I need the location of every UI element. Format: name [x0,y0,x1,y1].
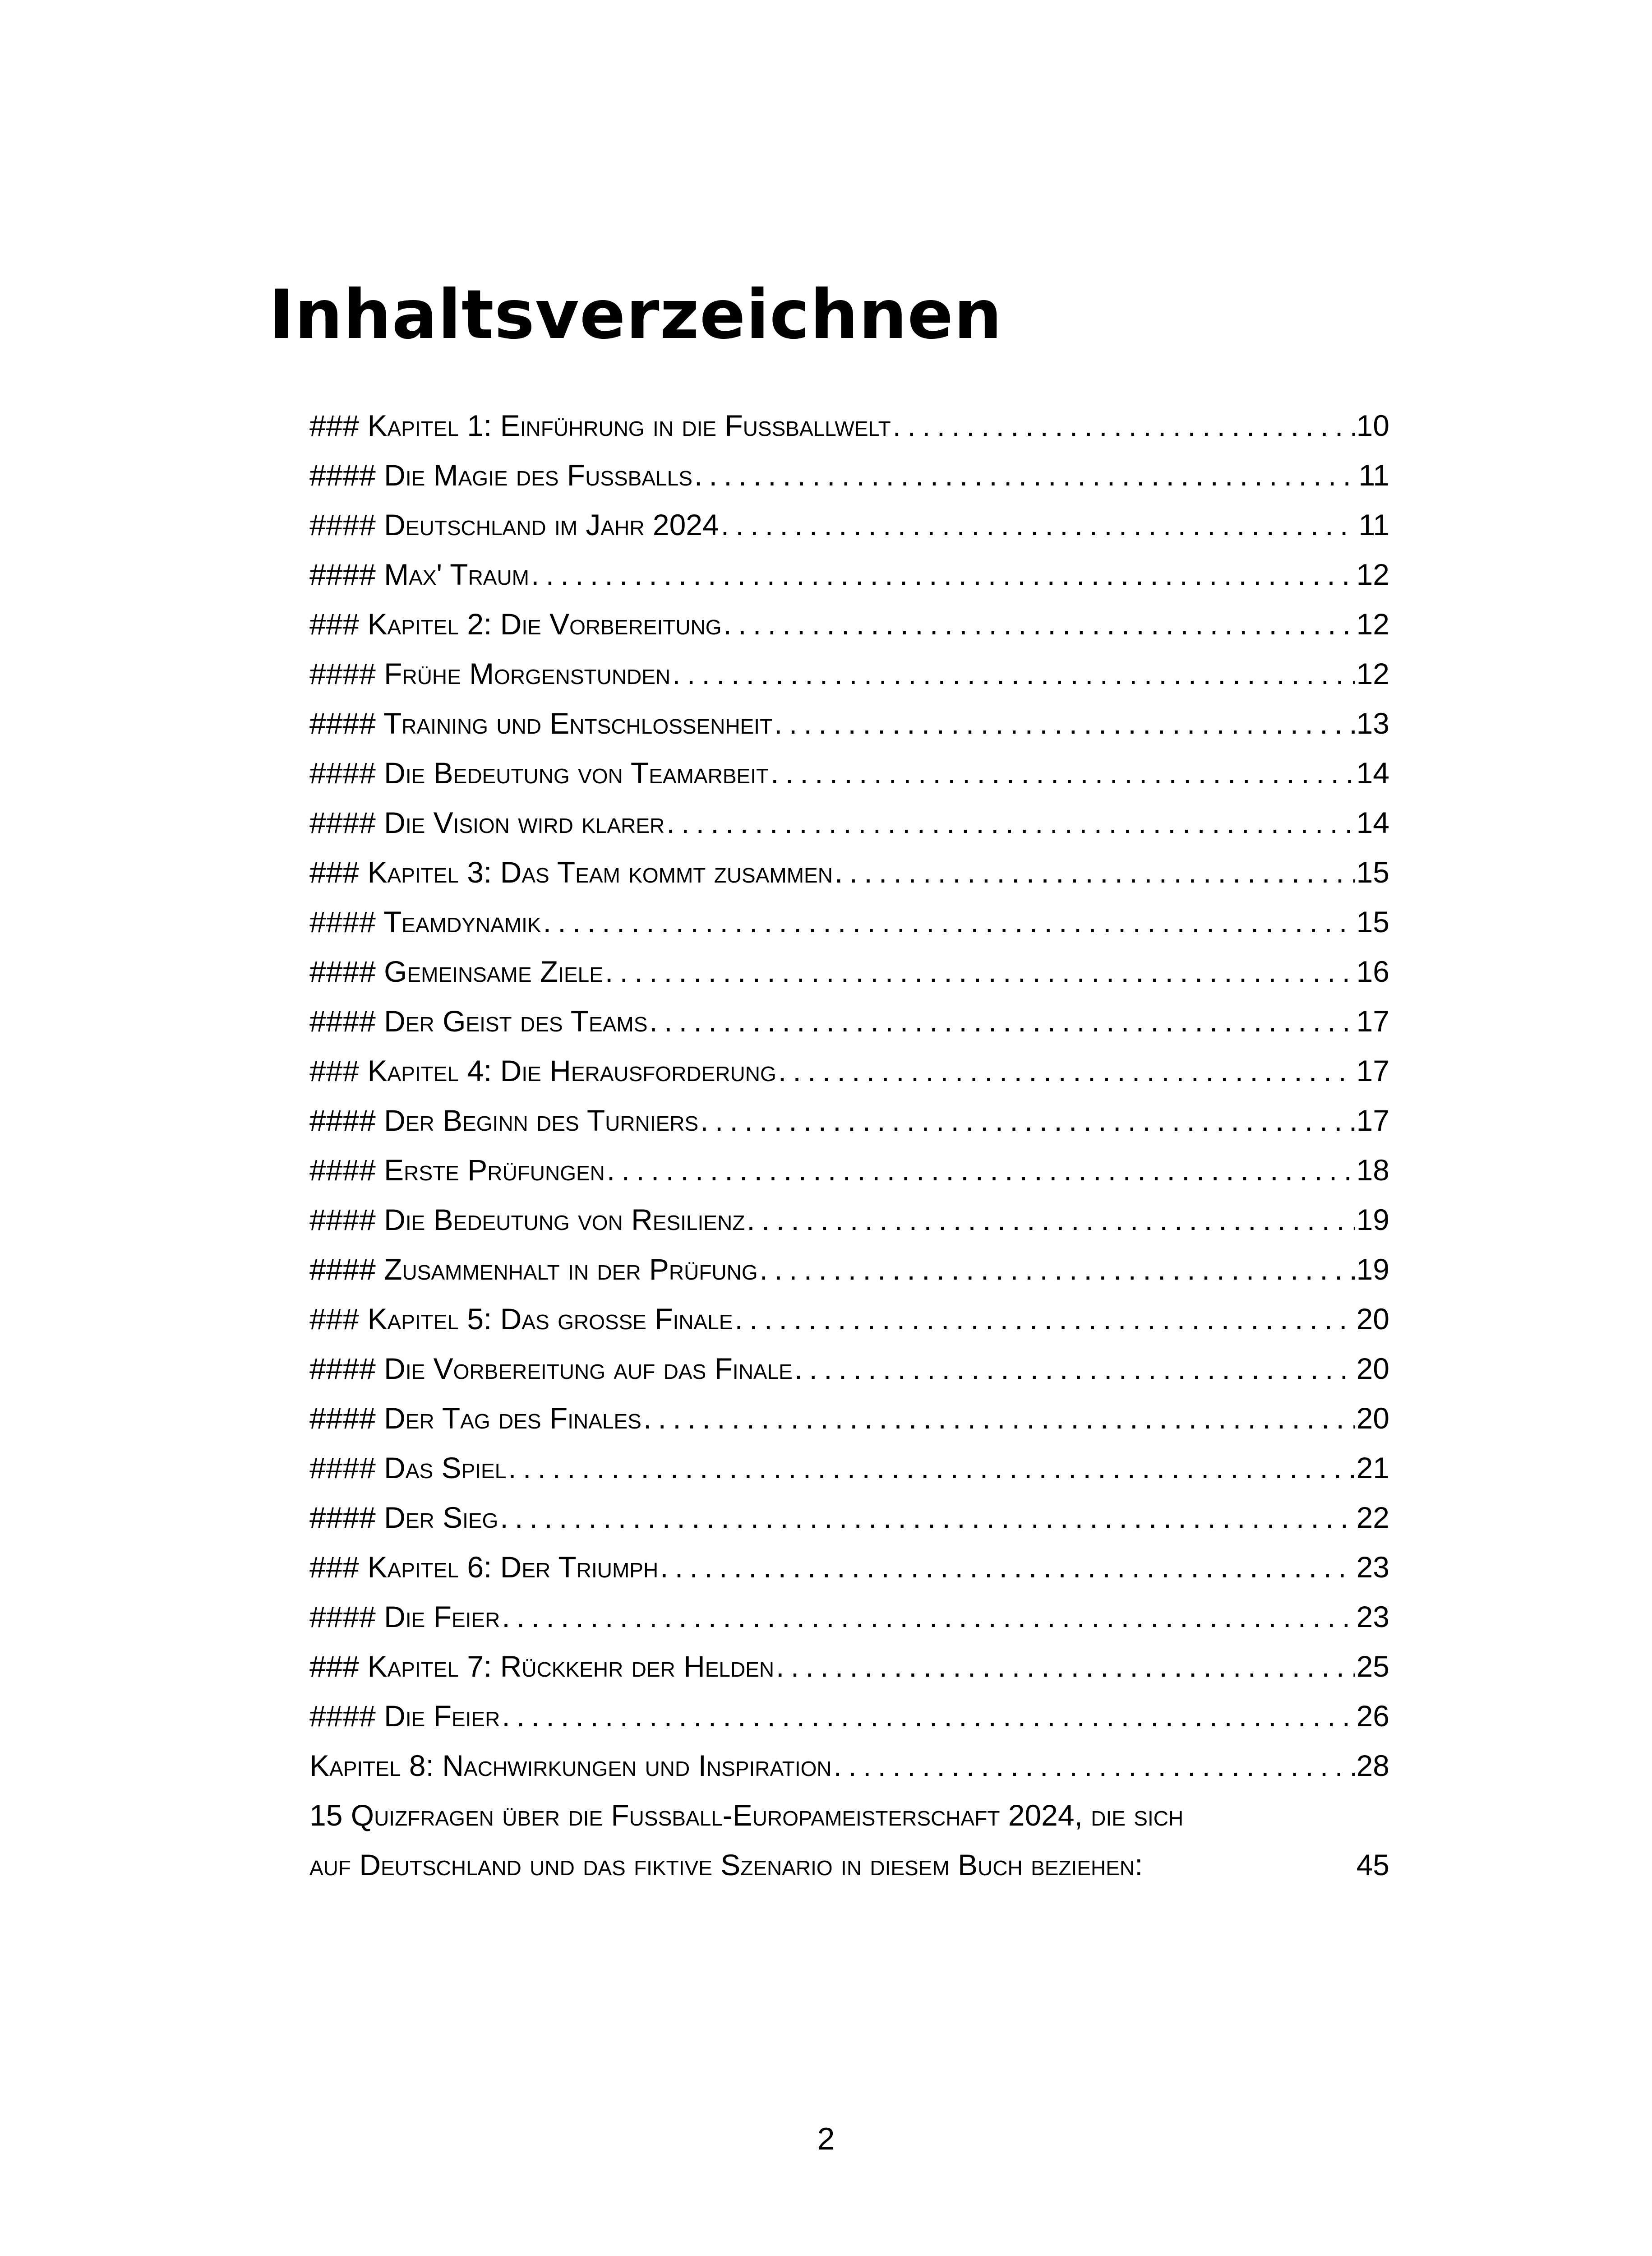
toc-entry-text-line2: auf Deutschland und das fiktive Szenario in diesem Buch beziehen: [309,1848,1143,1882]
toc-entry-text: #### Die Feier [309,1600,500,1633]
toc-dot-leader [794,1344,1355,1393]
toc-entry-page-number: 17 [1356,1054,1389,1087]
toc-entry-text: #### Die Bedeutung von Teamarbeit [309,756,769,790]
toc-entry-page-number: 16 [1356,955,1389,988]
toc-entry-page-number: 17 [1356,1104,1389,1137]
toc-entry-text: #### Deutschland im Jahr 2024 [309,508,719,541]
toc-entry-page-number: 19 [1356,1253,1389,1286]
toc-entry[interactable] [309,500,1389,550]
toc-entry[interactable] [309,1096,1389,1145]
toc-entry[interactable] [309,1195,1389,1244]
toc-entry-page-number: 26 [1356,1699,1389,1733]
toc-entry-text: #### Die Magie des Fußballs [309,458,692,492]
toc-dot-leader [649,996,1354,1046]
toc-entry-page-number: 11 [1358,458,1389,492]
toc-entry-page-number: 15 [1356,855,1389,889]
toc-entry-page-number: 19 [1356,1203,1389,1236]
toc-entry[interactable] [309,1244,1389,1294]
toc-entry[interactable] [309,1741,1389,1790]
toc-entry-page-number: 20 [1356,1401,1389,1435]
toc-entry-text: ### Kapitel 7: Rückkehr der Helden [309,1650,775,1683]
toc-entry-text: ### Kapitel 5: Das große Finale [309,1302,733,1336]
toc-dot-leader [660,1542,1354,1592]
toc-entry-page-number: 12 [1356,558,1389,591]
toc-dot-leader [502,1592,1354,1641]
toc-dot-leader [607,1145,1355,1195]
toc-dot-leader [835,847,1355,897]
toc-entry-text: ### Kapitel 4: Die Herausforderung [309,1054,776,1087]
toc-entry-text: #### Frühe Morgenstunden [309,657,671,690]
toc-entry[interactable] [309,599,1389,649]
toc-entry[interactable] [309,1443,1389,1493]
toc-entry[interactable] [309,996,1389,1046]
toc-dot-leader [774,698,1354,748]
toc-entry-text: ### Kapitel 2: Die Vorbereitung [309,607,722,641]
toc-dot-leader [700,1096,1354,1145]
toc-entry[interactable] [309,1344,1389,1393]
toc-entry-page-number: 45 [1356,1848,1389,1882]
toc-entry-page-number: 17 [1356,1004,1389,1038]
toc-dot-leader [694,450,1357,500]
toc-dot-leader [735,1294,1355,1344]
toc-entry[interactable] [309,1641,1389,1691]
toc-dot-leader [543,897,1355,947]
toc-entry-page-number: 10 [1356,409,1389,442]
toc-entry-page-number: 22 [1356,1501,1389,1534]
toc-entry-page-number: 20 [1356,1352,1389,1385]
toc-dot-leader [721,500,1357,550]
toc-entry-page-number: 12 [1356,657,1389,690]
toc-entry[interactable] [309,1145,1389,1195]
toc-entry[interactable] [309,847,1389,897]
toc-entry-text: #### Gemeinsame Ziele [309,955,603,988]
toc-dot-leader [776,1641,1354,1691]
toc-entry-text: #### Das Spiel [309,1451,507,1484]
toc-entry-page-number: 20 [1356,1302,1389,1336]
toc-entry-text: Kapitel 8: Nachwirkungen und Inspiration [309,1749,832,1782]
toc-entry-page-number: 23 [1356,1550,1389,1584]
toc-entry[interactable] [309,550,1389,599]
toc-entry-text: #### Der Tag des Finales [309,1401,641,1435]
toc-dot-leader [502,1691,1354,1741]
toc-dot-leader [724,599,1355,649]
toc-entry[interactable] [309,450,1389,500]
toc-entry-text: #### Die Feier [309,1699,500,1733]
toc-entry[interactable] [309,748,1389,798]
toc-entry-text: #### Max' Traum [309,558,530,591]
toc-entry-page-number: 23 [1356,1600,1389,1633]
toc-entry-page-number: 12 [1356,607,1389,641]
toc-dot-leader [747,1195,1354,1244]
toc-entry-page-number: 13 [1356,707,1389,740]
toc-dot-leader [605,947,1355,996]
toc-entry-page-number: 28 [1356,1749,1389,1782]
toc-entry-text: ### Kapitel 3: Das Team kommt zusammen [309,855,833,889]
toc-entry-text: #### Training und Entschlossenheit [309,707,773,740]
toc-entry-quiz[interactable] [309,1790,1389,1890]
toc-entry-text: ### Kapitel 6: Der Triumph [309,1550,659,1584]
toc-dot-leader [508,1443,1354,1493]
toc-entry-page-number: 14 [1356,756,1389,790]
toc-entry-text: #### Erste Prüfungen [309,1153,605,1187]
table-of-contents [309,401,1389,1890]
toc-dot-leader [778,1046,1355,1096]
toc-entry-text: #### Die Vorbereitung auf das Finale [309,1352,793,1385]
page-number: 2 [817,2121,835,2156]
toc-entry-page-number: 15 [1356,905,1389,938]
toc-entry-text: #### Der Sieg [309,1501,498,1534]
toc-entry-text: #### Zusammenhalt in der Prüfung [309,1253,758,1286]
toc-entry-text: #### Teamdynamik [309,905,541,938]
toc-entry[interactable] [309,1592,1389,1641]
toc-dot-leader [500,1493,1354,1542]
toc-entry-text: #### Die Bedeutung von Resilienz [309,1203,745,1236]
toc-dot-leader [893,401,1355,450]
toc-entry-text: ### Kapitel 1: Einführung in die Fußballwelt [309,409,891,442]
toc-entry-page-number: 25 [1356,1650,1389,1683]
toc-entry[interactable] [309,401,1389,450]
toc-dot-leader [760,1244,1355,1294]
toc-entry[interactable] [309,1493,1389,1542]
toc-dot-leader [771,748,1355,798]
toc-entry-page-number: 21 [1356,1451,1389,1484]
toc-dot-leader [531,550,1355,599]
toc-entry[interactable] [309,947,1389,996]
toc-entry[interactable] [309,1393,1389,1443]
toc-entry-page-number: 18 [1356,1153,1389,1187]
toc-entry[interactable] [309,897,1389,947]
toc-entry-page-number: 11 [1358,508,1389,541]
toc-entry[interactable] [309,1046,1389,1096]
toc-dot-leader [666,798,1354,847]
toc-entry[interactable] [309,798,1389,847]
toc-entry-text-line1: 15 Quizfragen über die Fußball-Europameisterschaft 2024, die sich [309,1798,1184,1832]
toc-entry-page-number: 14 [1356,806,1389,839]
toc-entry-text: #### Die Vision wird klarer [309,806,665,839]
toc-dot-leader [643,1393,1355,1443]
toc-entry[interactable] [309,649,1389,698]
toc-dot-leader [834,1741,1355,1790]
toc-entry-text: #### Der Beginn des Turniers [309,1104,699,1137]
toc-entry[interactable] [309,1691,1389,1741]
toc-entry[interactable] [309,1542,1389,1592]
toc-dot-leader [672,649,1354,698]
toc-entry-text: #### Der Geist des Teams [309,1004,648,1038]
toc-entry[interactable] [309,698,1389,748]
page-title: Inhaltsverzeichnen [269,276,1002,354]
toc-entry[interactable] [309,1294,1389,1344]
